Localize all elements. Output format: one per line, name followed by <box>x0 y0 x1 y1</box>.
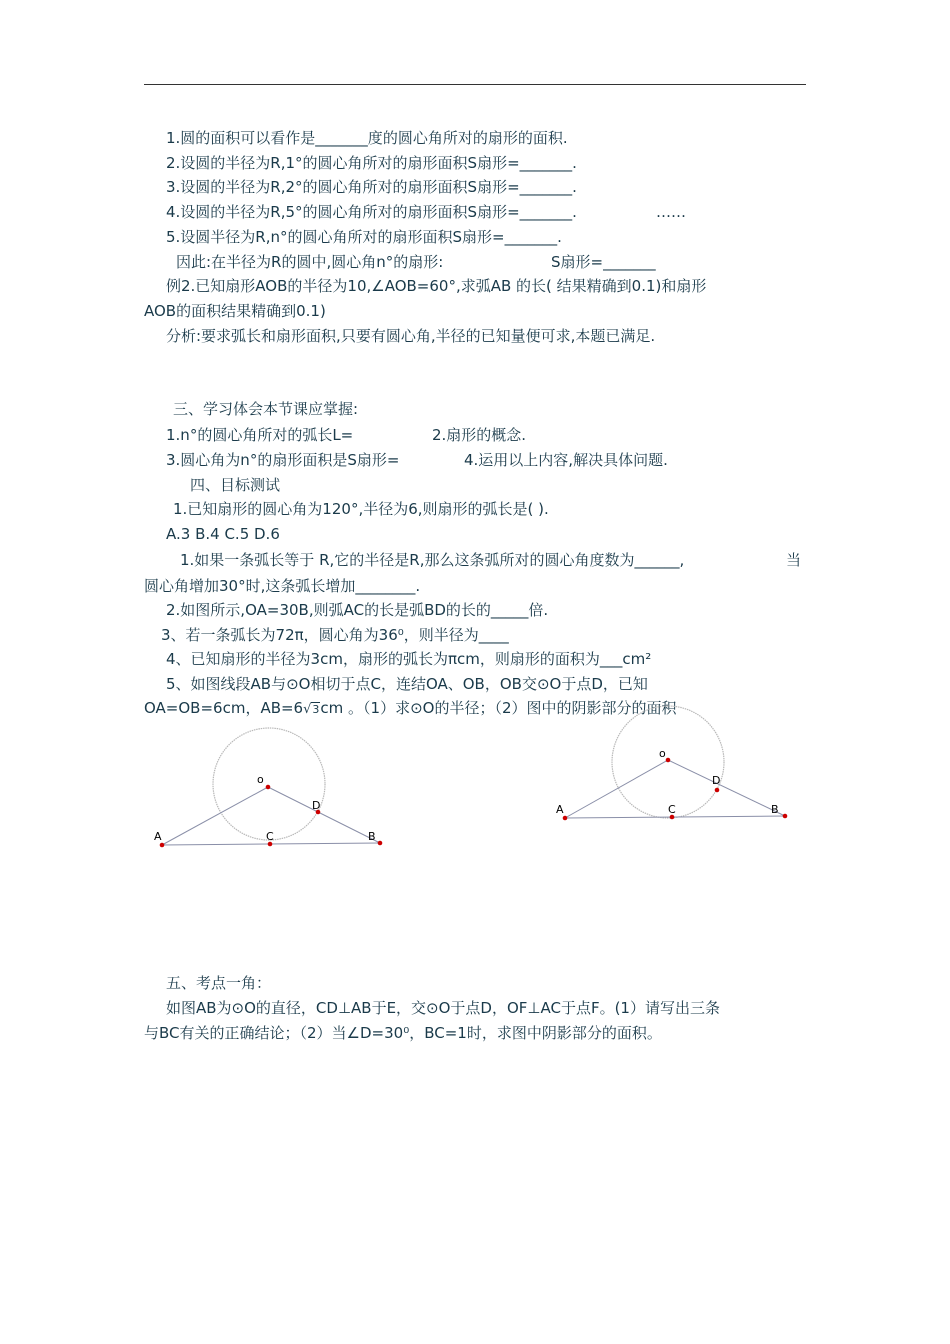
segment-ob <box>268 787 380 843</box>
label-c: C <box>266 830 274 843</box>
label-a: A <box>556 803 564 816</box>
item-5: 5.设圆半径为R,n°的圆心角所对的扇形面积S扇形=_______. <box>166 228 562 246</box>
test-question-4: 3、若一条弧长为72π，圆心角为36⁰，则半径为____ <box>161 626 509 644</box>
label-o: o <box>659 747 666 760</box>
item-4: 4.设圆的半径为R,5°的圆心角所对的扇形面积S扇形=_______. <box>166 203 577 221</box>
test-question-1: 1.已知扇形的圆心角为120°,半径为6,则扇形的弧长是( ). <box>173 500 549 518</box>
circle-o <box>213 728 325 840</box>
sqrt-radicand: 3 <box>312 703 320 716</box>
test-question-6-line-1: 5、如图线段AB与⊙O相切于点C，连结OA、OB，OB交⊙O于点D，已知 <box>166 675 648 693</box>
test-question-3: 2.如图所示,OA=30B,则弧AC的长是弧BD的长的_____倍. <box>166 601 549 619</box>
label-c: C <box>668 803 676 816</box>
analysis-text: 分析:要求弧长和扇形面积,只要有圆心角,半径的已知量便可求,本题已满足. <box>166 327 656 345</box>
point-b <box>378 841 383 846</box>
test-question-1-options: A.3 B.4 C.5 D.6 <box>166 525 280 543</box>
item-1: 1.圆的面积可以看作是_______度的圆心角所对的扇形的面积. <box>166 129 568 147</box>
summary-4: 4.运用以上内容,解决具体问题. <box>464 451 668 469</box>
key-point-line-2: 与BC有关的正确结论；（2）当∠D=30⁰，BC=1时，求图中阴影部分的面积。 <box>144 1024 662 1042</box>
label-d: D <box>712 774 721 787</box>
section-4-title: 四、目标测试 <box>190 476 281 494</box>
summary-1: 1.n°的圆心角所对的弧长L= <box>166 426 354 444</box>
test-question-2-line-2: 圆心角增加30°时,这条弧长增加________. <box>144 577 421 595</box>
example-2-line-1: 例2.已知扇形AOB的半径为10,∠AOB=60°,求弧AB 的长( 结果精确到0.1)和扇形 <box>166 277 707 295</box>
point-o <box>666 758 671 763</box>
sector-area-blank: S扇形=_______ <box>551 253 656 271</box>
point-a <box>563 816 568 821</box>
ellipsis: …… <box>656 203 686 221</box>
section-5-title: 五、考点一角： <box>166 974 272 992</box>
point-d <box>715 788 720 793</box>
section-3-title: 三、学习体会本节课应掌握: <box>173 400 359 418</box>
header-rule <box>144 84 806 85</box>
t6-prefix: OA=OB=6cm，AB=6 <box>144 699 304 717</box>
label-o: o <box>257 773 264 786</box>
geometry-figure-2 <box>550 706 800 826</box>
item-2: 2.设圆的半径为R,1°的圆心角所对的扇形面积S扇形=_______. <box>166 154 577 172</box>
test-question-5: 4、已知扇形的半径为3cm，扇形的弧长为πcm，则扇形的面积为___cm² <box>166 650 652 668</box>
sqrt-symbol: √3 <box>303 702 320 717</box>
summary-2: 2.扇形的概念. <box>432 426 527 444</box>
key-point-line-1: 如图AB为⊙O的直径，CD⊥AB于E，交⊙O于点D，OF⊥AC于点F。(1）请写出三条 <box>166 999 720 1017</box>
label-b: B <box>771 803 779 816</box>
segment-oa <box>162 787 268 845</box>
geometry-figure-1 <box>150 728 410 868</box>
example-2-line-2: AOB的面积结果精确到0.1) <box>144 302 326 320</box>
point-a <box>160 843 165 848</box>
label-b: B <box>368 830 376 843</box>
label-a: A <box>154 830 162 843</box>
segment-oa <box>565 760 668 818</box>
item-3: 3.设圆的半径为R,2°的圆心角所对的扇形面积S扇形=_______. <box>166 178 577 196</box>
test-question-2-line-1: 1.如果一条弧长等于 R,它的半径是R,那么这条弧所对的圆心角度数为______, <box>180 551 685 569</box>
label-d: D <box>312 799 321 812</box>
point-o <box>266 785 271 790</box>
point-b <box>783 814 788 819</box>
segment-ob <box>668 760 785 816</box>
conclusion-text: 因此:在半径为R的圆中,圆心角n°的扇形: <box>176 253 444 271</box>
summary-3: 3.圆心角为n°的扇形面积是S扇形= <box>166 451 400 469</box>
t6-suffix: cm 。（1）求⊙O的半径；（2）图中的阴影部分的面积 <box>320 699 677 717</box>
test-question-2-tail: 当 <box>786 551 802 569</box>
